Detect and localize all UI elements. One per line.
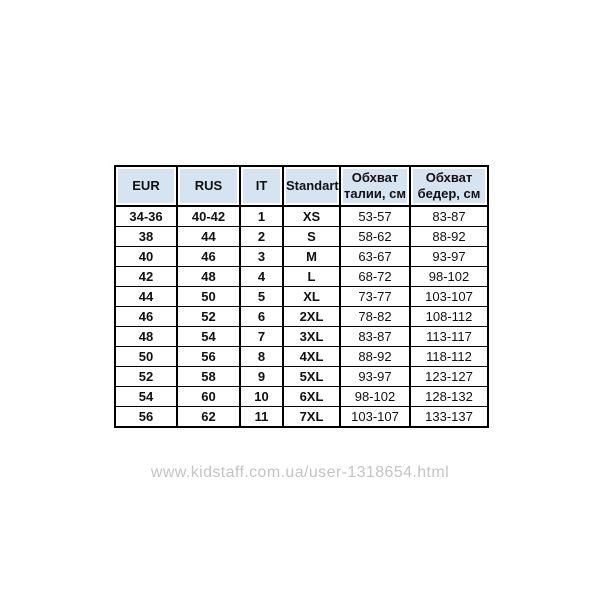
table-cell: 78-82 bbox=[340, 307, 410, 327]
table-cell: 58 bbox=[177, 367, 240, 387]
table-cell: 93-97 bbox=[340, 367, 410, 387]
table-cell: 7 bbox=[240, 327, 283, 347]
table-cell: 88-92 bbox=[340, 347, 410, 367]
watermark-text: www.kidstaff.com.ua/user-1318654.html bbox=[150, 464, 450, 481]
table-row bbox=[115, 287, 488, 307]
table-header-row bbox=[115, 166, 488, 206]
table-cell: 68-72 bbox=[340, 267, 410, 287]
table-cell: 4 bbox=[240, 267, 283, 287]
table-cell: 118-112 bbox=[410, 347, 488, 367]
header-cell-rus: RUS bbox=[177, 166, 240, 206]
table-cell: 38 bbox=[115, 227, 177, 247]
table-cell: 6 bbox=[240, 307, 283, 327]
table-cell: 52 bbox=[115, 367, 177, 387]
table-cell: 83-87 bbox=[340, 327, 410, 347]
table-cell: 88-92 bbox=[410, 227, 488, 247]
table-cell: 63-67 bbox=[340, 247, 410, 267]
size-chart-table-container bbox=[114, 165, 489, 428]
table-cell: 34-36 bbox=[115, 206, 177, 227]
table-cell: 50 bbox=[115, 347, 177, 367]
table-cell: 11 bbox=[240, 407, 283, 428]
table-cell: 52 bbox=[177, 307, 240, 327]
table-body bbox=[115, 206, 488, 427]
table-cell: 133-137 bbox=[410, 407, 488, 428]
table-cell: 113-117 bbox=[410, 327, 488, 347]
table-cell: 60 bbox=[177, 387, 240, 407]
table-cell: 44 bbox=[115, 287, 177, 307]
header-cell-it: IT bbox=[240, 166, 283, 206]
table-cell: L bbox=[283, 267, 340, 287]
header-cell-waist: Обхват талии, см bbox=[340, 166, 410, 206]
table-cell: 54 bbox=[177, 327, 240, 347]
table-cell: 123-127 bbox=[410, 367, 488, 387]
table-cell: 1 bbox=[240, 206, 283, 227]
table-cell: 128-132 bbox=[410, 387, 488, 407]
header-cell-standart: Standart bbox=[283, 166, 340, 206]
table-cell: S bbox=[283, 227, 340, 247]
table-cell: 46 bbox=[177, 247, 240, 267]
table-cell: 48 bbox=[115, 327, 177, 347]
table-row bbox=[115, 387, 488, 407]
table-cell: 50 bbox=[177, 287, 240, 307]
table-cell: XS bbox=[283, 206, 340, 227]
table-cell: 4XL bbox=[283, 347, 340, 367]
table-row bbox=[115, 307, 488, 327]
table-cell: XL bbox=[283, 287, 340, 307]
table-cell: 73-77 bbox=[340, 287, 410, 307]
table-row bbox=[115, 267, 488, 287]
table-cell: 48 bbox=[177, 267, 240, 287]
table-cell: 40 bbox=[115, 247, 177, 267]
table-cell: 93-97 bbox=[410, 247, 488, 267]
table-cell: 98-102 bbox=[340, 387, 410, 407]
table-cell: 56 bbox=[177, 347, 240, 367]
table-cell: M bbox=[283, 247, 340, 267]
table-cell: 53-57 bbox=[340, 206, 410, 227]
table-cell: 103-107 bbox=[340, 407, 410, 428]
table-cell: 7XL bbox=[283, 407, 340, 428]
table-row bbox=[115, 227, 488, 247]
table-cell: 103-107 bbox=[410, 287, 488, 307]
table-cell: 6XL bbox=[283, 387, 340, 407]
header-cell-eur: EUR bbox=[115, 166, 177, 206]
table-cell: 2XL bbox=[283, 307, 340, 327]
table-cell: 40-42 bbox=[177, 206, 240, 227]
table-cell: 44 bbox=[177, 227, 240, 247]
table-row bbox=[115, 407, 488, 428]
table-cell: 46 bbox=[115, 307, 177, 327]
table-cell: 3XL bbox=[283, 327, 340, 347]
table-cell: 58-62 bbox=[340, 227, 410, 247]
table-cell: 9 bbox=[240, 367, 283, 387]
table-cell: 2 bbox=[240, 227, 283, 247]
table-cell: 54 bbox=[115, 387, 177, 407]
table-row bbox=[115, 247, 488, 267]
table-row bbox=[115, 367, 488, 387]
table-cell: 108-112 bbox=[410, 307, 488, 327]
table-row bbox=[115, 327, 488, 347]
table-cell: 83-87 bbox=[410, 206, 488, 227]
table-row bbox=[115, 206, 488, 227]
table-cell: 56 bbox=[115, 407, 177, 428]
table-cell: 42 bbox=[115, 267, 177, 287]
table-cell: 5 bbox=[240, 287, 283, 307]
table-cell: 62 bbox=[177, 407, 240, 428]
table-cell: 5XL bbox=[283, 367, 340, 387]
table-row bbox=[115, 347, 488, 367]
table-cell: 8 bbox=[240, 347, 283, 367]
table-cell: 3 bbox=[240, 247, 283, 267]
table-cell: 10 bbox=[240, 387, 283, 407]
size-chart-table bbox=[114, 165, 489, 428]
header-cell-hips: Обхват бедер, см bbox=[410, 166, 488, 206]
table-cell: 98-102 bbox=[410, 267, 488, 287]
